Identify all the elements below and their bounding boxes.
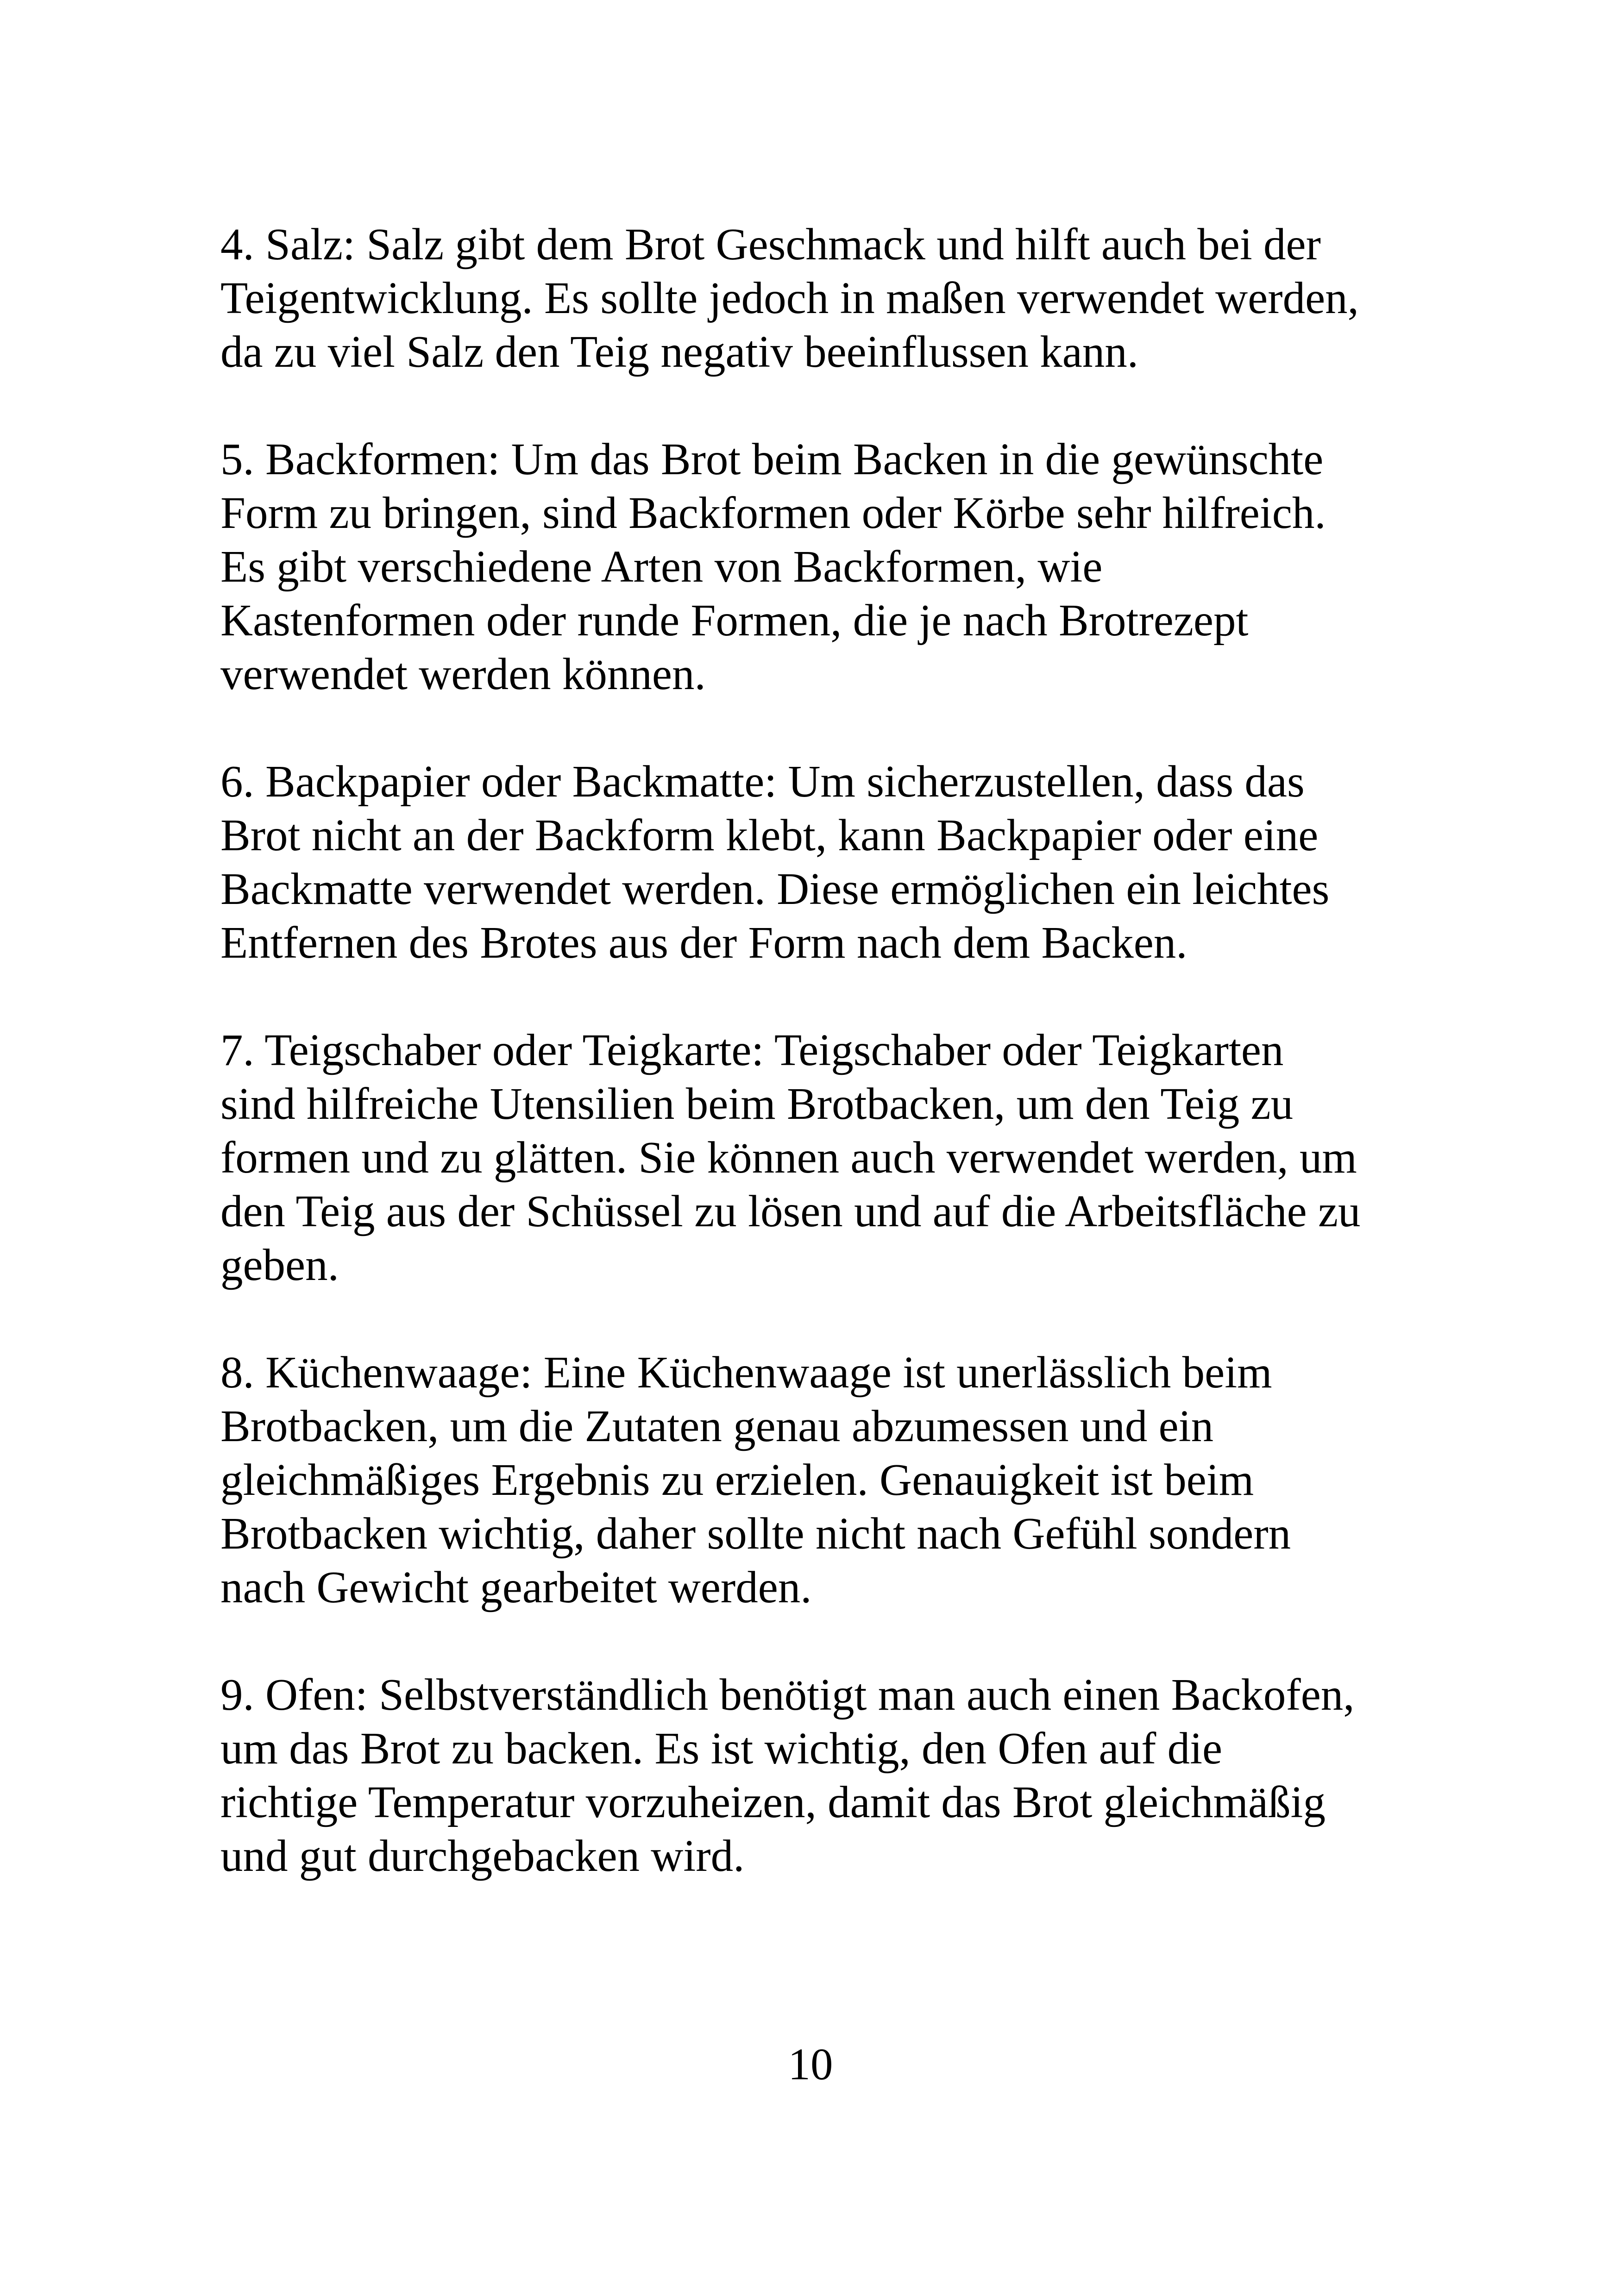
paragraph-line: Brotbacken, um die Zutaten genau abzumessen und ein	[220, 1401, 1214, 1451]
paragraph-line: den Teig aus der Schüssel zu lösen und auf die Arbeitsfläche zu	[220, 1186, 1361, 1236]
paragraph-line: Brotbacken wichtig, daher sollte nicht nach Gefühl sondern	[220, 1509, 1291, 1558]
paragraph-line: nach Gewicht gearbeitet werden.	[220, 1562, 812, 1612]
paragraph-line: 8. Küchenwaage: Eine Küchenwaage ist unerlässlich beim	[220, 1348, 1272, 1397]
page-number: 10	[788, 2039, 833, 2089]
paragraph-line: und gut durchgebacken wird.	[220, 1831, 745, 1881]
paragraph-line: Es gibt verschiedene Arten von Backformen, wie	[220, 542, 1103, 591]
paragraph-line: richtige Temperatur vorzuheizen, damit das Brot gleichmäßig	[220, 1777, 1326, 1827]
paragraph-line: da zu viel Salz den Teig negativ beeinflussen kann.	[220, 327, 1139, 376]
paragraph-line: Brot nicht an der Backform klebt, kann Backpapier oder eine	[220, 810, 1319, 860]
paragraph-ofen	[220, 1668, 1415, 1883]
paragraph-line: 9. Ofen: Selbstverständlich benötigt man auch einen Backofen,	[220, 1670, 1355, 1719]
paragraph-kuechenwaage	[220, 1346, 1415, 1614]
paragraph-line: 4. Salz: Salz gibt dem Brot Geschmack und hilft auch bei der	[220, 220, 1321, 269]
paragraph-line: 7. Teigschaber oder Teigkarte: Teigschaber oder Teigkarten	[220, 1025, 1284, 1075]
paragraph-salz	[220, 218, 1415, 379]
paragraph-line: verwendet werden können.	[220, 649, 706, 699]
paragraph-backformen	[220, 433, 1415, 701]
paragraph-line: Form zu bringen, sind Backformen oder Körbe sehr hilfreich.	[220, 488, 1326, 538]
paragraph-line: Teigentwicklung. Es sollte jedoch in maßen verwendet werden,	[220, 273, 1359, 323]
paragraph-backpapier	[220, 755, 1415, 970]
paragraph-line: 6. Backpapier oder Backmatte: Um sicherzustellen, dass das	[220, 757, 1305, 806]
paragraph-line: Entfernen des Brotes aus der Form nach dem Backen.	[220, 918, 1187, 967]
paragraph-line: Backmatte verwendet werden. Diese ermöglichen ein leichtes	[220, 864, 1330, 914]
paragraph-line: 5. Backformen: Um das Brot beim Backen in die gewünschte	[220, 434, 1324, 484]
paragraph-line: geben.	[220, 1240, 339, 1290]
paragraph-line: gleichmäßiges Ergebnis zu erzielen. Genauigkeit ist beim	[220, 1455, 1254, 1505]
page-content	[220, 218, 1415, 1937]
paragraph-line: um das Brot zu backen. Es ist wichtig, den Ofen auf die	[220, 1724, 1223, 1773]
paragraph-line: sind hilfreiche Utensilien beim Brotbacken, um den Teig zu	[220, 1079, 1294, 1129]
paragraph-teigschaber	[220, 1023, 1415, 1292]
paragraph-line: formen und zu glätten. Sie können auch verwendet werden, um	[220, 1133, 1357, 1182]
paragraph-line: Kastenformen oder runde Formen, die je nach Brotrezept	[220, 596, 1249, 645]
